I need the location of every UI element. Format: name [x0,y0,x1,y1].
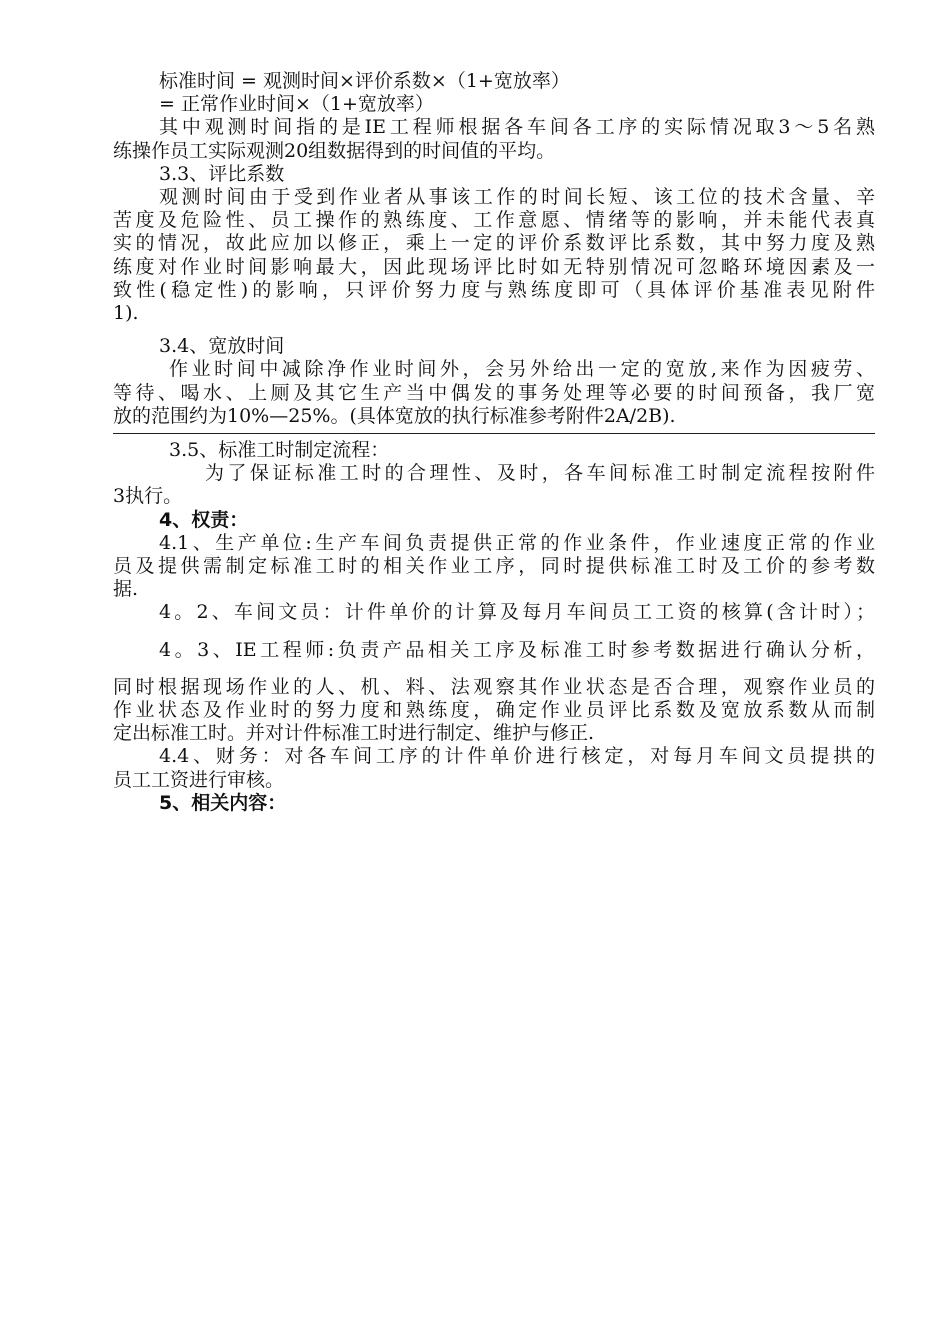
section-3-5-line: 3执行。 [113,485,183,508]
section-4-heading: 4、权责： [159,508,249,531]
horizontal-rule [113,433,875,434]
section-4-4-line: 4.4、财务：对各车间工序的计件单价进行核定，对每月车间文员提拱的 [159,745,875,768]
section-4-2-line: 4。2、车间文员：计件单价的计算及每月车间员工工资的核算(含计时）； [159,601,875,624]
section-4-4-line: 员工工资进行审核。 [113,768,285,791]
section-4-3-line: 作业状态及作业时的努力度和熟练度，确定作业员评比系数及宽放系数从而制 [113,699,875,722]
section-4-1-line: 员及提供需制定标准工时的相关作业工序，同时提供标准工时及工价的参考数 [113,555,875,578]
section-3-5-line: 为了保证标准工时的合理性、及时，各车间标准工时制定流程按附件 [205,462,875,485]
section-3-3-line: 苦度及危险性、员工操作的熟练度、工作意愿、情绪等的影响，并未能代表真 [113,209,875,232]
section-3-4-line: 放的范围约为10%—25%。(具体宽放的执行标准参考附件2A/2B). [113,404,676,427]
section-4-1-line: 据. [113,578,139,601]
section-3-4-heading: 3.4、宽放时间 [159,335,285,358]
section-4-3-line: 定出标准工时。并对计件标准工时进行制定、维护与修正. [113,722,595,745]
section-5-heading: 5、相关内容： [159,791,287,814]
section-4-1-line: 4.1、生产单位:生产车间负责提供正常的作业条件，作业速度正常的作业 [159,531,875,554]
section-3-4-line: 等待、喝水、上厕及其它生产当中偶发的事务处理等必要的时间预备，我厂宽 [113,381,875,404]
formula-line-2: = 正常作业时间×（1+宽放率） [159,93,434,116]
section-3-4-line: 作业时间中减除净作业时间外，会另外给出一定的宽放,来作为因疲劳、 [169,358,875,381]
section-3-3-line: 致性(稳定性)的影响，只评价努力度与熟练度即可（具体评价基准表见附件 [113,278,875,301]
section-3-3-line: 练度对作业时间影响最大，因此现场评比时如无特别情况可忽略环境因素及一 [113,255,875,278]
observation-text-line-2: 练操作员工实际观测20组数据得到的时间值的平均。 [113,139,556,162]
section-4-3-first-line: 4。3、IE工程师:负责产品相关工序及标准工时参考数据进行确认分析， [159,638,875,661]
formula-line-1: 标准时间 = 观测时间×评价系数×（1+宽放率） [159,70,570,92]
section-3-5-heading: 3.5、标准工时制定流程： [169,439,390,462]
section-3-3-line: 1). [113,302,139,325]
observation-text-line-1: 其中观测时间指的是IE工程师根据各车间各工序的实际情况取3～5名熟 [159,116,875,139]
document-page [113,70,875,815]
section-4-3-line: 同时根据现场作业的人、机、料、法观察其作业状态是否合理，观察作业员的 [113,675,875,698]
section-3-3-heading: 3.3、评比系数 [159,162,285,185]
section-3-3-line: 实的情况，故此应加以修正，乘上一定的评价系数评比系数，其中努力度及熟 [113,232,875,255]
section-3-3-line: 观测时间由于受到作业者从事该工作的时间长短、该工位的技术含量、辛 [159,186,875,209]
